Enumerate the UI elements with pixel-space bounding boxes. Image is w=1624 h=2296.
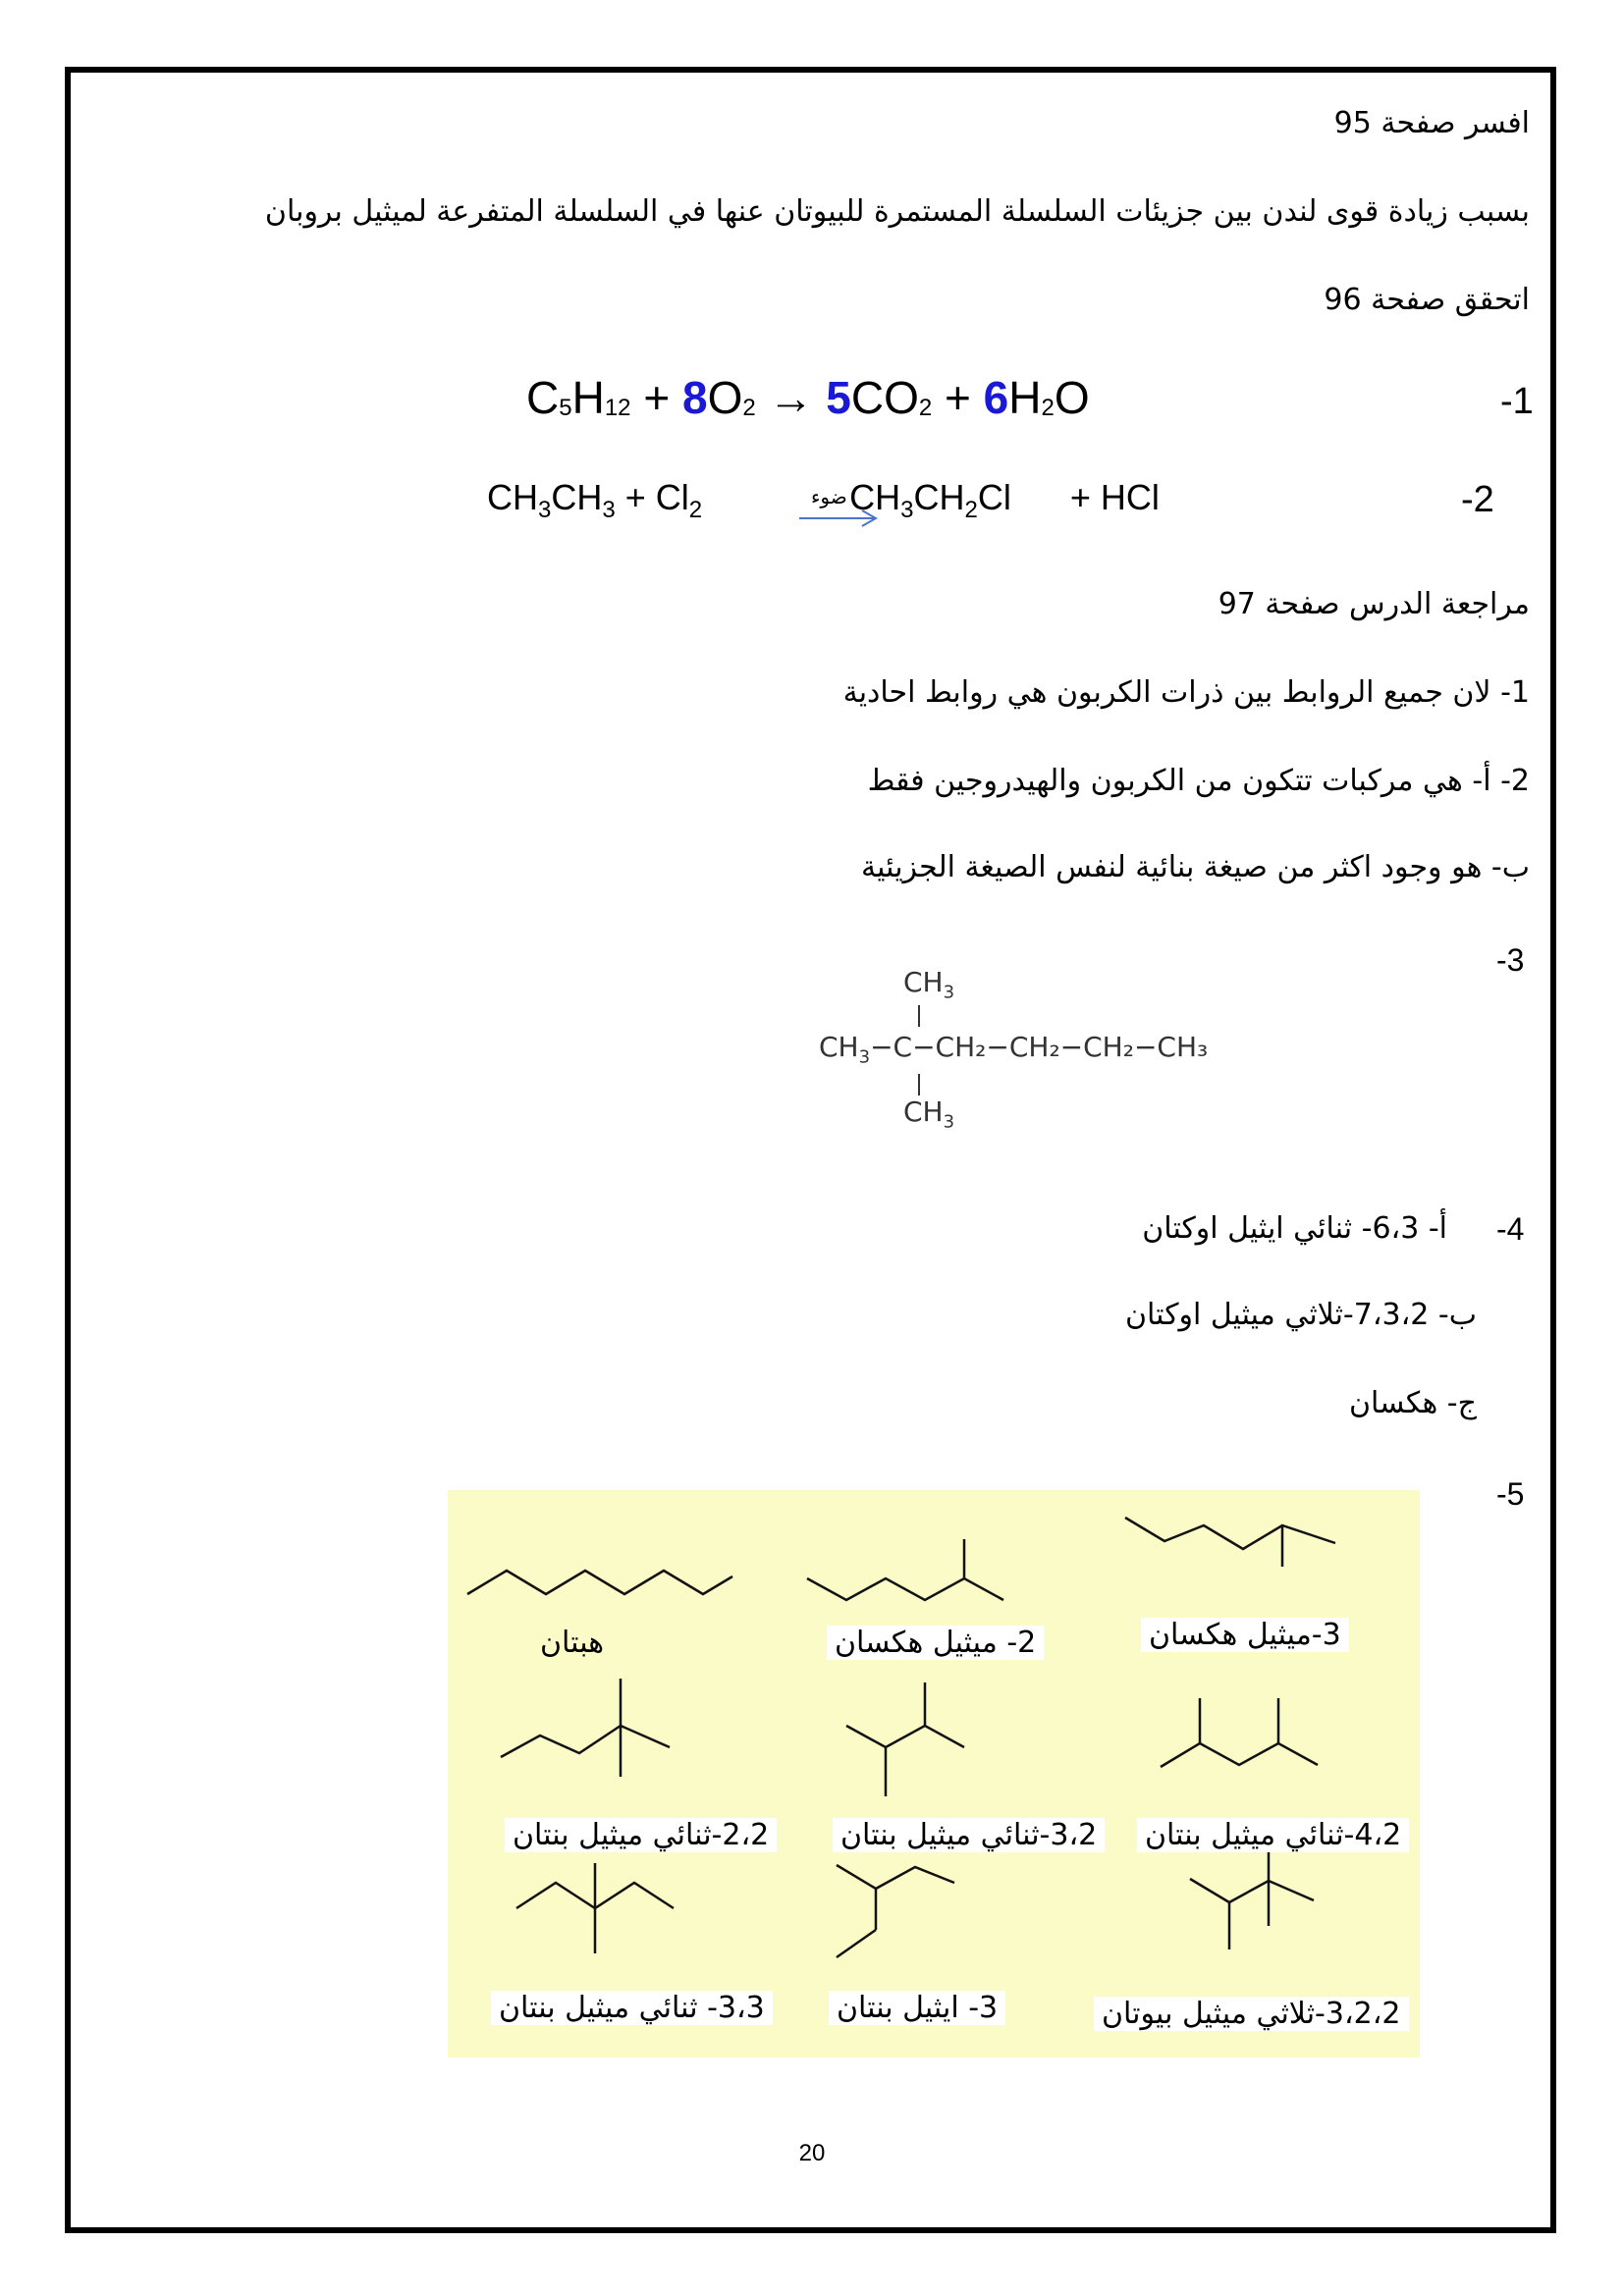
bond-bottom [918, 1074, 920, 1095]
answer-1: 1- لان جميع الروابط بين ذرات الكربون هي روابط احادية [842, 675, 1530, 710]
marker-2: -2 [1461, 479, 1494, 520]
combustion-equation: $C_5H_{12} + 8O_2 \to 5CO_2 + 6H_2O$ [526, 372, 1090, 423]
heading-check: اتحقق صفحة 96 [1324, 283, 1530, 317]
light-condition: ضوء [811, 485, 847, 508]
struct-main-chain: $CH_3-C-CH_2-CH_2-CH_2-CH_3$ [819, 1031, 1209, 1068]
heading-explain: افسر صفحة 95 [1333, 106, 1530, 140]
label-23-dimethylpentane: 3،2-ثنائي ميثيل بنتان [833, 1818, 1105, 1852]
skeletal-structures [448, 1490, 1420, 2057]
marker-3: -3 [1496, 942, 1525, 978]
heptane-skeleton [467, 1571, 732, 1594]
dimethylpentane-23-skeleton [846, 1726, 964, 1747]
answer-4a: أ- 6،3- ثنائي ايثيل اوكتان [1142, 1211, 1447, 1246]
trimethylbutane-skeleton [1190, 1879, 1314, 1902]
heading-review: مراجعة الدرس صفحة 97 [1218, 587, 1530, 621]
label-24-dimethylpentane: 4،2-ثنائي ميثيل بنتان [1137, 1818, 1409, 1852]
methylhexane-2-skeleton [807, 1578, 1003, 1600]
marker-5: -5 [1496, 1476, 1525, 1512]
struct-bottom-ch3: $CH_3$ [903, 1095, 955, 1133]
label-heptane: هبتان [540, 1626, 605, 1660]
struct-top-ch3: $CH_3$ [903, 966, 955, 1003]
substitution-equation: $CH_3CH_3 + Cl_2$ $CH_3CH_2Cl$ + HCl [487, 477, 1160, 524]
answer-2b: ب- هو وجود اكثر من صيغة بنائية لنفس الصيغة الجزيئية [861, 850, 1530, 884]
label-2-methylhexane: 2- ميثيل هكسان [827, 1626, 1044, 1660]
methylhexane-3-skeleton [1125, 1518, 1335, 1549]
label-22-dimethylpentane: 2،2-ثنائي ميثيل بنتان [505, 1818, 777, 1852]
arrow-icon [797, 508, 880, 528]
ethylpentane-3-skeleton [837, 1865, 954, 1889]
label-3-ethylpentane: 3- ايثيل بنتان [829, 1991, 1005, 2025]
label-33-dimethylpentane: 3،3- ثنائي ميثيل بنتان [491, 1991, 773, 2025]
label-trimethylbutane: 3،2،2-ثلاثي ميثيل بيوتان [1094, 1997, 1409, 2031]
answer-2a: 2- أ- هي مركبات تتكون من الكربون والهيدروجين فقط [867, 764, 1530, 798]
marker-4: -4 [1496, 1211, 1525, 1247]
bond-top [918, 1005, 920, 1027]
dimethylpentane-22-skeleton [501, 1726, 670, 1757]
answer-4c: ج- هكسان [1348, 1386, 1477, 1420]
marker-1: -1 [1500, 381, 1534, 422]
page-number: 20 [798, 2140, 826, 2166]
label-3-methylhexane: 3-ميثيل هكسان [1141, 1618, 1349, 1652]
isomers-panel [448, 1490, 1420, 2057]
dimethylpentane-24-skeleton [1161, 1743, 1318, 1767]
explain-answer: بسبب زيادة قوى لندن بين جزيئات السلسلة المستمرة للبيوتان عنها في السلسلة المتفرعة لميثيل بروبان [264, 194, 1530, 229]
answer-4b: ب- 7،3،2-ثلاثي ميثيل اوكتان [1124, 1298, 1477, 1332]
